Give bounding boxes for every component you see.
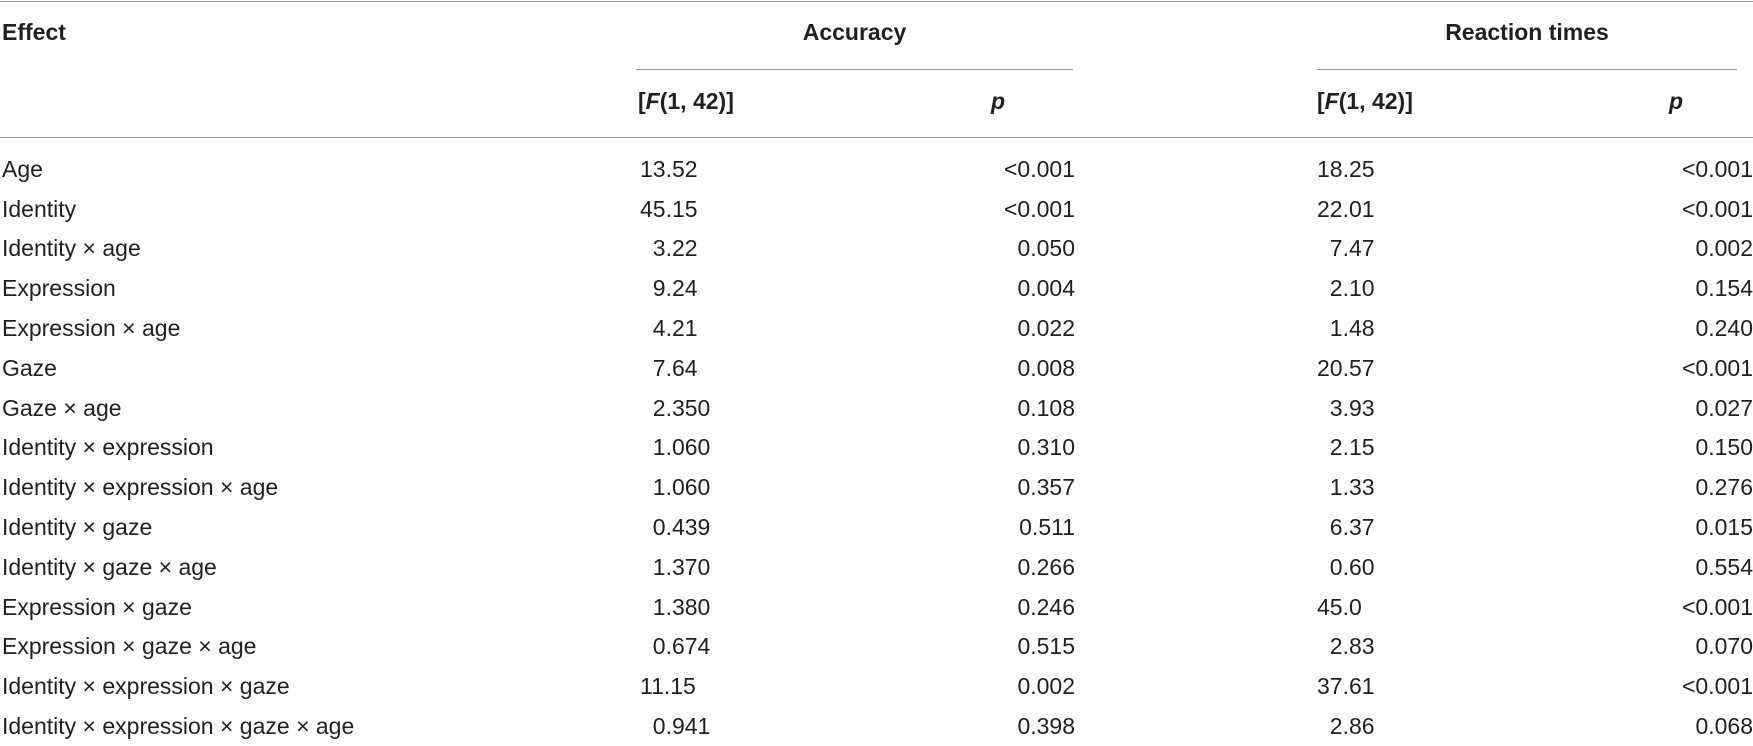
- table-row: [0, 348, 1753, 388]
- cell-accuracy-p: 0.357: [1017, 474, 1075, 501]
- f-stat-suffix: (1, 42)]: [1338, 88, 1413, 114]
- cell-reaction-times-f: 1.48: [1317, 315, 1375, 342]
- cell-accuracy-p: 0.515: [1017, 633, 1075, 660]
- cell-accuracy-p: 0.004: [1017, 275, 1075, 302]
- header-reaction-times: Reaction times: [1445, 19, 1609, 45]
- cell-accuracy-p: 0.246: [1017, 593, 1075, 620]
- table-row: [0, 587, 1753, 627]
- cell-accuracy-f: 9.24: [640, 275, 698, 302]
- column-gap: [1075, 587, 1317, 627]
- cell-reaction-times-f: 1.33: [1317, 474, 1375, 501]
- cell-effect: Identity × age: [2, 235, 141, 262]
- table-row: [0, 467, 1753, 507]
- cell-accuracy-f: 45.15: [640, 195, 698, 222]
- column-gap: [1075, 467, 1317, 507]
- cell-accuracy-p: 0.008: [1017, 354, 1075, 381]
- table-row: [0, 229, 1753, 269]
- cell-reaction-times-f: 2.15: [1317, 434, 1375, 461]
- cell-reaction-times-p: 0.150: [1695, 434, 1753, 461]
- header-reaction-times-f-stat: [1317, 86, 1413, 116]
- cell-accuracy-f: 1.370: [640, 553, 711, 580]
- column-gap: [1075, 229, 1317, 269]
- cell-effect: Expression × gaze × age: [2, 633, 257, 660]
- cell-accuracy-f: 0.941: [640, 713, 711, 740]
- accuracy-span-rule: [636, 69, 1073, 70]
- anova-results-table: [0, 149, 1753, 746]
- cell-reaction-times-p: 0.276: [1695, 474, 1753, 501]
- table-row: [0, 189, 1753, 229]
- cell-reaction-times-f: 45.0: [1317, 593, 1362, 620]
- cell-accuracy-f: 0.674: [640, 633, 711, 660]
- cell-accuracy-p: <0.001: [1004, 155, 1075, 182]
- header-reaction-times-p: [1669, 86, 1683, 116]
- cell-effect: Identity × expression × age: [2, 474, 279, 501]
- cell-reaction-times-f: 2.83: [1317, 633, 1375, 660]
- f-stat-suffix: (1, 42)]: [659, 88, 734, 114]
- cell-effect: Identity: [2, 195, 77, 222]
- column-gap: [1075, 666, 1317, 706]
- header-effect: Effect: [2, 19, 66, 45]
- cell-reaction-times-p: <0.001: [1682, 593, 1753, 620]
- table-row: [0, 547, 1753, 587]
- cell-reaction-times-p: <0.001: [1682, 155, 1753, 182]
- cell-effect: Gaze: [2, 354, 57, 381]
- cell-accuracy-p: 0.022: [1017, 315, 1075, 342]
- table-top-rule: [0, 1, 1753, 2]
- table-row: [0, 268, 1753, 308]
- cell-reaction-times-f: 2.10: [1317, 275, 1375, 302]
- cell-effect: Gaze × age: [2, 394, 122, 421]
- cell-accuracy-f: 1.060: [640, 474, 711, 501]
- cell-accuracy-p: 0.266: [1017, 553, 1075, 580]
- cell-reaction-times-p: 0.002: [1695, 235, 1753, 262]
- cell-accuracy-f: 11.15: [640, 673, 696, 700]
- header-accuracy-p: [991, 86, 1005, 116]
- table-row: [0, 388, 1753, 428]
- cell-reaction-times-p: 0.068: [1695, 713, 1753, 740]
- table-row: [0, 308, 1753, 348]
- cell-reaction-times-p: 0.070: [1695, 633, 1753, 660]
- p-letter: p: [991, 88, 1006, 114]
- cell-effect: Identity × gaze: [2, 514, 153, 541]
- cell-reaction-times-f: 22.01: [1317, 195, 1375, 222]
- f-stat-letter: F: [645, 88, 660, 114]
- cell-accuracy-p: 0.398: [1017, 713, 1075, 740]
- table-row: [0, 428, 1753, 468]
- cell-reaction-times-f: 0.60: [1317, 553, 1375, 580]
- cell-effect: Expression × gaze: [2, 593, 192, 620]
- cell-accuracy-f: 1.060: [640, 434, 711, 461]
- cell-accuracy-f: 4.21: [640, 315, 698, 342]
- cell-reaction-times-f: 3.93: [1317, 394, 1375, 421]
- column-gap: [1075, 388, 1317, 428]
- column-gap: [1075, 308, 1317, 348]
- cell-effect: Identity × gaze × age: [2, 553, 217, 580]
- cell-reaction-times-f: 18.25: [1317, 155, 1375, 182]
- cell-reaction-times-p: <0.001: [1682, 354, 1753, 381]
- cell-accuracy-f: 1.380: [640, 593, 711, 620]
- cell-accuracy-p: 0.002: [1017, 673, 1075, 700]
- column-gap: [1075, 547, 1317, 587]
- table-body: [0, 149, 1753, 746]
- cell-effect: Age: [2, 155, 43, 182]
- cell-reaction-times-f: 6.37: [1317, 514, 1375, 541]
- cell-effect: Identity × expression × gaze × age: [2, 713, 355, 740]
- cell-accuracy-f: 2.350: [640, 394, 711, 421]
- cell-accuracy-p: 0.050: [1017, 235, 1075, 262]
- cell-reaction-times-p: 0.554: [1695, 553, 1753, 580]
- column-gap: [1075, 189, 1317, 229]
- table-row: [0, 507, 1753, 547]
- cell-reaction-times-p: 0.015: [1695, 514, 1753, 541]
- column-gap: [1075, 268, 1317, 308]
- cell-effect: Expression × age: [2, 315, 181, 342]
- cell-reaction-times-p: 0.240: [1695, 315, 1753, 342]
- cell-accuracy-f: 13.52: [640, 155, 698, 182]
- cell-reaction-times-f: 20.57: [1317, 354, 1375, 381]
- cell-accuracy-f: 3.22: [640, 235, 698, 262]
- table-row: [0, 627, 1753, 667]
- f-stat-letter: F: [1324, 88, 1339, 114]
- cell-reaction-times-p: 0.154: [1695, 275, 1753, 302]
- f-stat-prefix: [: [1317, 88, 1325, 114]
- cell-reaction-times-p: 0.027: [1695, 394, 1753, 421]
- cell-accuracy-p: 0.511: [1019, 514, 1075, 541]
- cell-accuracy-f: 7.64: [640, 354, 698, 381]
- column-gap: [1075, 149, 1317, 189]
- column-gap: [1075, 428, 1317, 468]
- p-letter: p: [1669, 88, 1684, 114]
- column-gap: [1075, 627, 1317, 667]
- cell-reaction-times-p: <0.001: [1682, 673, 1753, 700]
- header-accuracy: Accuracy: [802, 19, 907, 45]
- cell-reaction-times-p: <0.001: [1682, 195, 1753, 222]
- reaction-times-span-rule: [1317, 69, 1737, 70]
- cell-effect: Identity × expression × gaze: [2, 673, 290, 700]
- cell-reaction-times-f: 7.47: [1317, 235, 1375, 262]
- table-row: [0, 666, 1753, 706]
- cell-accuracy-f: 0.439: [640, 514, 711, 541]
- table-row: [0, 149, 1753, 189]
- column-gap: [1075, 507, 1317, 547]
- cell-effect: Expression: [2, 275, 116, 302]
- header-bottom-rule: [0, 137, 1753, 138]
- f-stat-prefix: [: [638, 88, 646, 114]
- cell-accuracy-p: 0.310: [1017, 434, 1075, 461]
- cell-reaction-times-f: 37.61: [1317, 673, 1375, 700]
- header-accuracy-f-stat: [638, 86, 734, 116]
- cell-accuracy-p: 0.108: [1017, 394, 1075, 421]
- column-gap: [1075, 348, 1317, 388]
- cell-accuracy-p: <0.001: [1004, 195, 1075, 222]
- cell-effect: Identity × expression: [2, 434, 214, 461]
- cell-reaction-times-f: 2.86: [1317, 713, 1375, 740]
